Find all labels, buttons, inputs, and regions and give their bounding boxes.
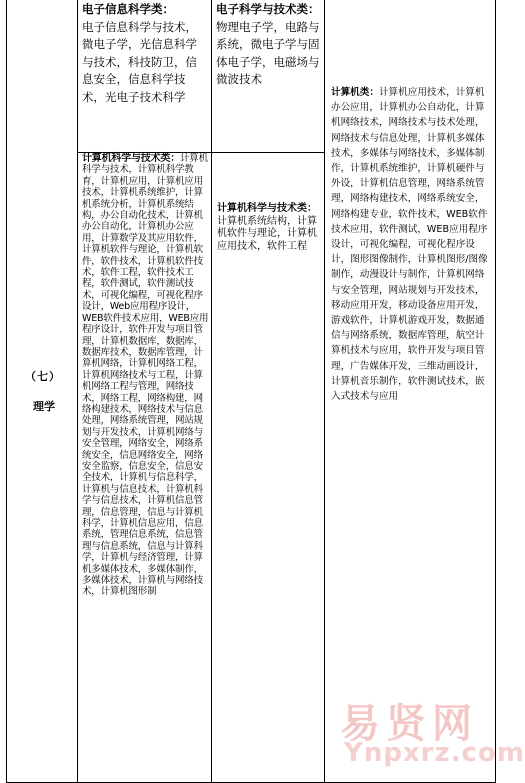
cell-undergrad-electronic-info [78,0,212,153]
category-name: 理学 [33,399,55,413]
major-list: 物理电子学，电路与系统，微电子学与固体电子学，电磁场与微波技术 [216,19,320,87]
major-list: 电子信息科学与技术，微电子学，光信息科学与技术，科技防卫，信息安全，信息科学技术，光电子技术科学 [82,19,197,104]
category-number: （七） [25,369,61,383]
watermark-url: Ynpxrz.com [344,738,525,768]
cell-postgrad-electronic-sci [212,0,325,153]
group-title: 计算机科学与技术类： [217,203,317,214]
cell-postgrad-computer [212,153,325,783]
table-row [7,0,496,153]
cell-undergrad-computer [78,153,212,783]
group-title: 电子信息科学类： [82,2,174,16]
watermark-logo-text: 易贤网 [340,701,478,747]
major-catalog-table [6,0,496,783]
major-list: 计算机系统结构，计算机软件与理论，计算机应用技术，软件工程 [217,215,317,252]
group-title: 计算机科学与技术类： [82,153,180,164]
major-list: 计算机科学与技术，计算机科学教育，计算机应用，计算机应用技术，计算机系统维护，计算机系统分析，计算机系统结构，办公自动化技术，计算机办公自动化，计算机办公应用，计算数学及其应用软件，计算机软件与理论，计算机软件，软件技术，计算机软件技术，软件工程，软件技术工程，软件测试，软件测试技术，可视化编程，可视化程序设计，Web应用程序设计，WEB软件技术应用，WEB应用程序设计，软件开发与项目管理，计算机数据库，数据库，数据库技术，数据库管理，计算机网络，计算机网络工程，计算机网络技术与工程，计算机网络工程与管理，网络技术，网络工程，网络构建，网络构建技术，网络技术与信息处理，网络系统管理，网站规划与开发技术，计算机网络与安全管理，网络安全，网络系统安全，信息网络安全，网络安全监察，信息安全，信息安全技术，计算机与信息科学，计算机与信息技术，计算机科学与信息技术，计算机信息管理，信息管理，信息与计算机科学，计算机信息应用，信息系统，管理信息系统，信息管理与信息系统，信息与计算科学，计算机与经济管理，计算机多媒体技术，多媒体制作，多媒体技术，计算机与网络技术，计算机图形制 [82,153,209,598]
group-title: 电子科学与技术类： [216,2,320,16]
cell-vocational-computer [325,0,496,783]
category-cell [7,0,78,783]
major-list: 计算机应用技术，计算机办公应用，计算机办公自动化，计算机网络技术，网络技术与技术处理，网络技术与信息处理，计算机多媒体技术，多媒体与网络技术，多媒体制作，计算机系统维护，计算机硬件与外设，计算机信息管理，网络系统管理，网络构建技术，网络系统安全，网络构建专业，软件技术，WEB软件技术应用，软件测试，WEB应用程序设计，可视化编程，可视化程序设计，图形图像制作，计算机图形/图像制作，动漫设计与制作，计算机网络与安全管理，网站规划与开发技术，移动应用开发，移动设备应用开发，游戏软件，计算机游戏开发，数据通信与网络系统，数据库管理，航空计算机技术与应用，软件开发与项目管理，广告媒体开发，三维动画设计，计算机音乐制作，软件测试技术，嵌入式技术与应用 [331,87,488,403]
group-title: 计算机类： [331,87,379,98]
